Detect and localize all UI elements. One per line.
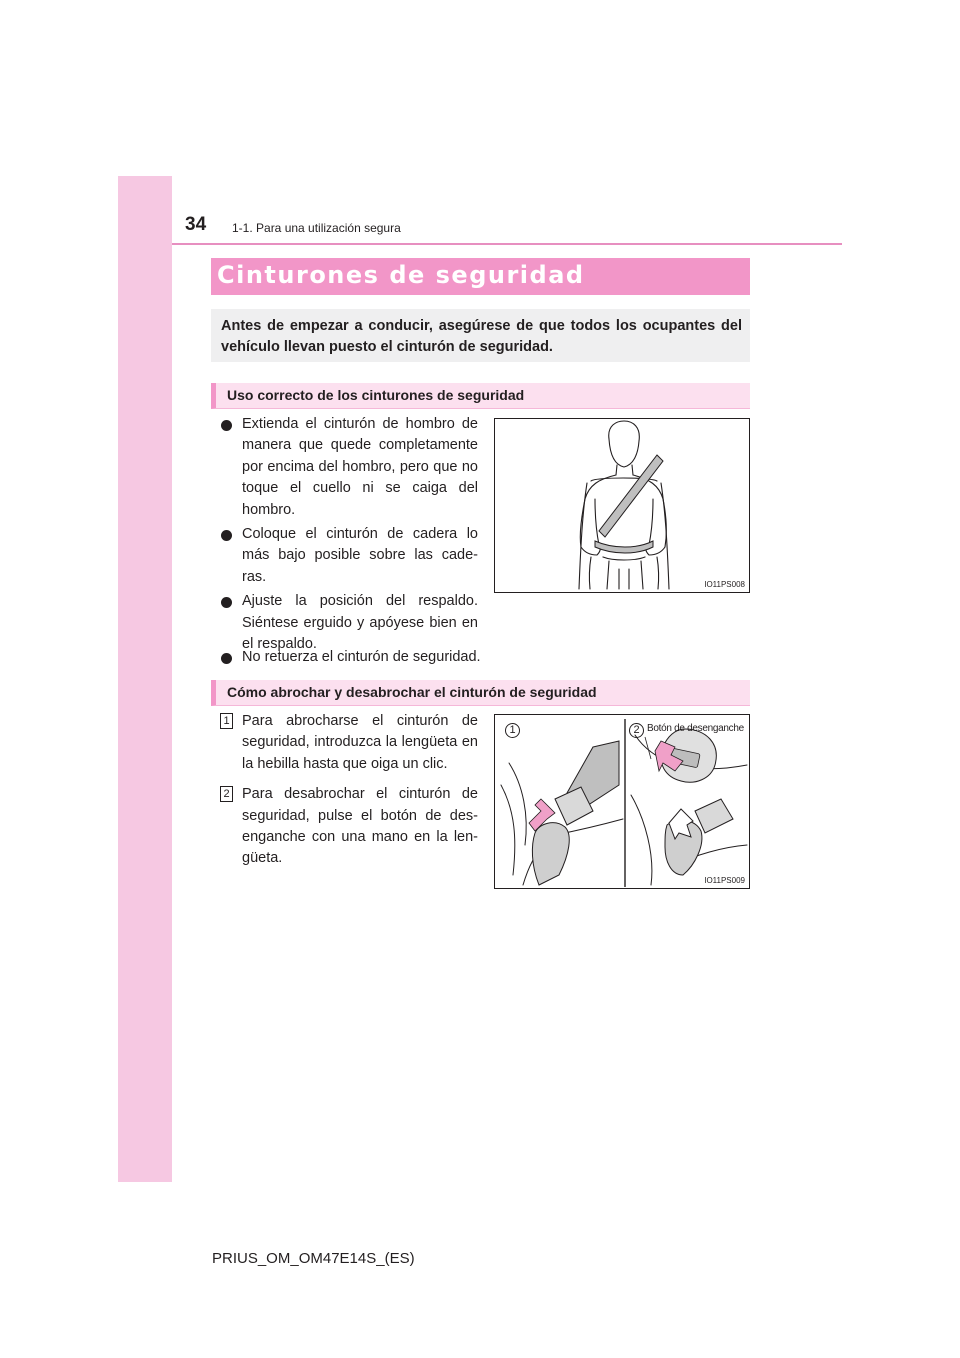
section-heading-usage	[211, 383, 750, 409]
figure-code: IO11PS009	[704, 876, 745, 885]
intro-box: Antes de empezar a conducir, asegúrese de que todos los ocupantes del vehículo llevan puesto el cinturón de seguridad.	[211, 309, 750, 362]
seated-passenger-illustration	[495, 419, 749, 592]
panel-number-2: 2	[629, 723, 644, 738]
usage-bullet-list-last	[220, 647, 510, 671]
buckle-illustration	[495, 715, 749, 888]
release-button-label: Botón de desenganche	[647, 723, 744, 734]
figure-code: IO11PS008	[704, 580, 745, 589]
bullet-icon	[221, 597, 232, 608]
fastening-step-list	[220, 711, 478, 879]
list-item: No retuerza el cinturón de seguridad.	[220, 647, 510, 668]
list-item: Ajuste la posición del respaldo. Siéntese erguido y apóyese bien en el respaldo.	[220, 591, 478, 655]
page-title: Cinturones de seguridad	[217, 261, 585, 289]
usage-bullet-list	[220, 414, 478, 658]
list-item: Extienda el cinturón de hombro de manera que quede completamente por encima del hombro, pero que no toque el cuello ni se caiga del hombro.	[220, 414, 478, 521]
list-item: 1 Para abrocharse el cinturón de seguridad, introduzca la lengüeta en la hebilla hasta que oiga un clic.	[220, 711, 478, 775]
list-item: Coloque el cinturón de cadera lo más bajo posible sobre las cade-ras.	[220, 524, 478, 588]
bullet-icon	[221, 420, 232, 431]
page-number: 34	[185, 214, 207, 235]
section-heading-fastening-text: Cómo abrochar y desabrochar el cinturón de seguridad	[227, 684, 597, 700]
bullet-icon	[221, 653, 232, 664]
panel-number-1: 1	[505, 723, 520, 738]
section-heading-fastening	[211, 680, 750, 706]
seated-passenger-figure	[494, 418, 750, 593]
document-footer: PRIUS_OM_OM47E14S_(ES)	[212, 1250, 415, 1267]
buckle-figure	[494, 714, 750, 889]
section-heading-usage-text: Uso correcto de los cinturones de seguridad	[227, 387, 525, 403]
list-item: 2 Para desabrochar el cinturón de seguridad, pulse el botón de des-enganche con una mano en la len-güeta.	[220, 784, 478, 870]
step-number: 1	[220, 713, 233, 729]
bullet-icon	[221, 530, 232, 541]
step-number: 2	[220, 786, 233, 802]
section-header: 1-1. Para una utilización segura	[232, 221, 401, 235]
title-band	[211, 258, 750, 295]
header-rule	[172, 243, 842, 245]
side-strip	[118, 176, 172, 1182]
